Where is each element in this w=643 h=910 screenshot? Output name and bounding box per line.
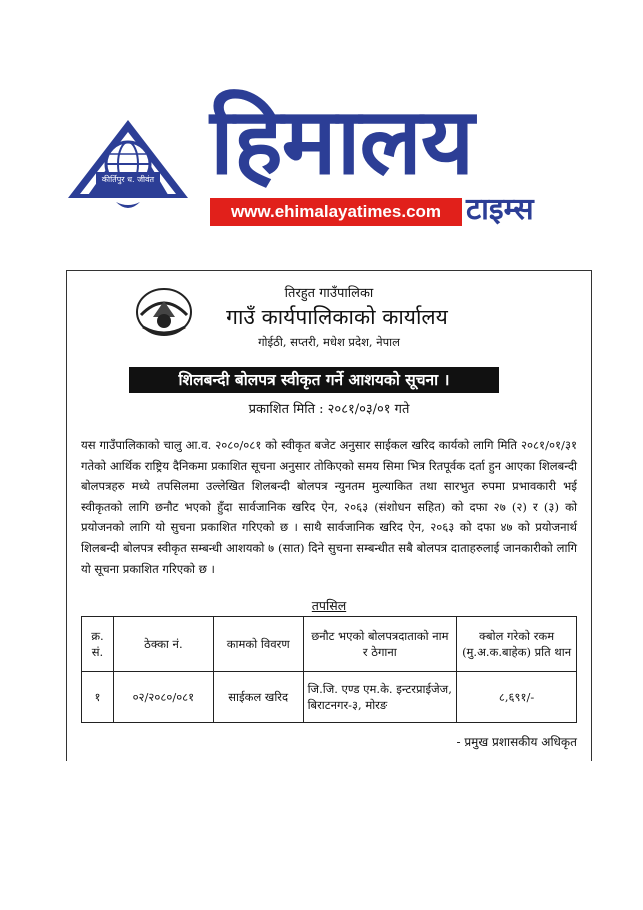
cell-bidder: जि.जि. एण्ड एम.के. इन्टरप्राईजेज, बिराटनगर-३, मोरङ — [303, 672, 457, 723]
website-url[interactable]: www.ehimalayatimes.com — [210, 198, 462, 226]
masthead-subtitle: टाइम्स — [466, 192, 534, 227]
public-notice — [66, 270, 592, 761]
published-date: प्रकाशित मिति : २०८१/०३/०१ गते — [248, 402, 410, 417]
table-row — [82, 672, 577, 723]
header-bidder: छनौट भएको बोलपत्रदाताको नाम र ठेगाना — [303, 617, 457, 672]
himalaya-times-logo-icon — [66, 118, 190, 214]
masthead — [0, 0, 643, 240]
header-amount: क्बोल गरेको रकम (मु.अ.क.बाहेक) प्रति थान — [457, 617, 577, 672]
header-serial: क्र. सं. — [82, 617, 114, 672]
table-header-row — [82, 617, 577, 672]
notice-headline: शिलबन्दी बोलपत्र स्वीकृत गर्ने आशयको सूचना । — [129, 367, 499, 393]
cell-amount: ८,६९१/- — [457, 672, 577, 723]
cell-contract-no: ०२/२०८०/०८१ — [113, 672, 213, 723]
logo-ribbon-text: कीर्तिपुर ध. जीवंत — [101, 175, 155, 184]
bid-table — [81, 616, 577, 723]
office-subtitle: तिरहुत गाउँपालिका — [284, 286, 374, 301]
masthead-title: हिमालय — [210, 88, 474, 195]
table-caption: तपसिल — [311, 598, 347, 613]
cell-work-description: साईकल खरिद — [213, 672, 303, 723]
logo-year: 2057 — [119, 188, 137, 196]
office-address: गोईठी, सप्तरी, मधेश प्रदेश, नेपाल — [258, 335, 400, 349]
signature: - प्रमुख प्रशासकीय अधिकृत — [456, 735, 577, 749]
header-work-description: कामको विवरण — [213, 617, 303, 672]
cell-serial: १ — [82, 672, 114, 723]
office-title: गाउँ कार्यपालिकाको कार्यालय — [226, 305, 448, 329]
header-contract-no: ठेक्का नं. — [113, 617, 213, 672]
notice-body: यस गाउँपालिकाको चालु आ.व. २०८०/०८१ को स्वीकृत बजेट अनुसार साईकल खरिद कार्यको लागि मिति २०८१/०१/३१ गतेको आर्थिक राष्ट्रिय दैनिकमा प्रकाशित सूचना अनुसार तोकिएको समय सिमा भित्र रितपूर्वक दर्ता हुन आएका शिलबन्दी बोलपत्रहरु मध्ये तपसिलमा उल्लेखित शिलबन्दी बोलपत्र न्युनतम मुल्याकित तथा सारभुत रुपमा प्रभावकारी भई स्वीकृतको लागि छनौट भएको हुँदा सार्वजानिक खरिद ऐन, २०६३ (संशोधन सहित) को दफा २७ (२) र (३) को प्रयोजनको लागि यो सुचना प्रकाशित गरिएको छ । साथै सार्वजानिक खरिद ऐन, २०६३ को दफा ४७ को प्रयोजनार्थ शिलबन्दी बोलपत्र स्वीकृत सम्बन्धी आशयको ७ (सात) दिने सुचना सम्बन्धीत सबै बोलपत्र दाताहरुलाई जानकारीको लागि यो सूचना प्रकाशित गरिएको छ । — [81, 438, 577, 576]
